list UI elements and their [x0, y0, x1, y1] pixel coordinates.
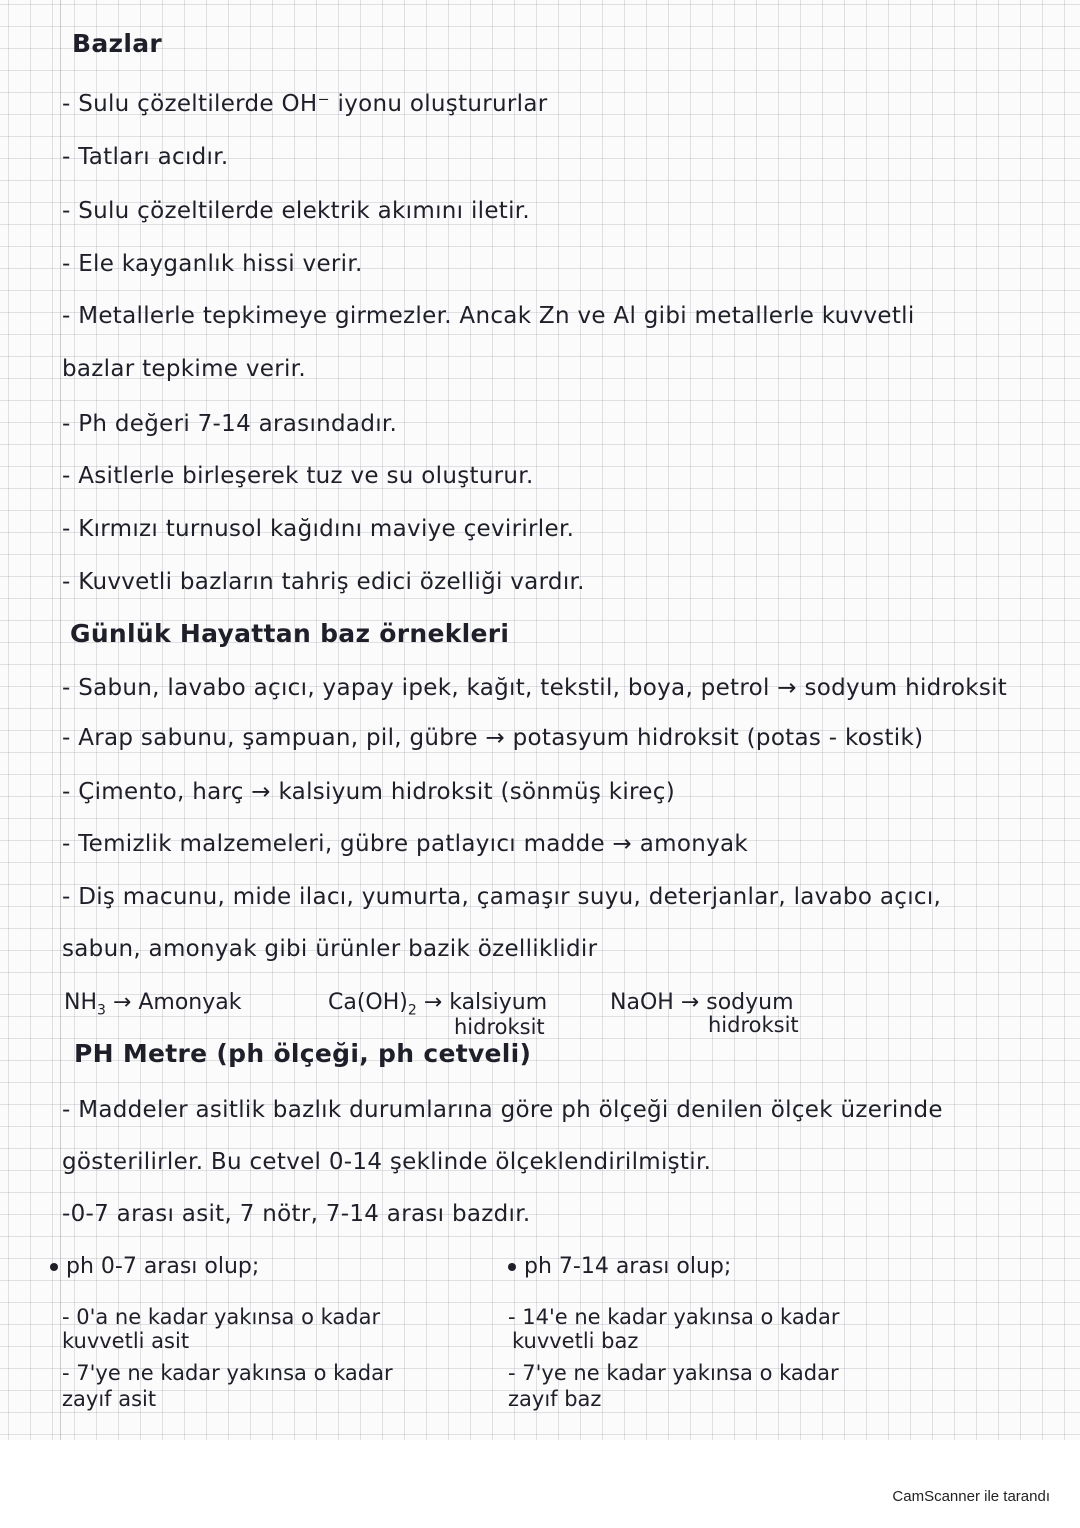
- property-line-4: - Ele kayganlık hissi verir.: [62, 251, 363, 277]
- ph-line-3: -0-7 arası asit, 7 nötr, 7-14 arası bazdır.: [62, 1201, 531, 1227]
- example-line-6: sabun, amonyak gibi ürünler bazik özelliklidir: [62, 936, 598, 962]
- property-line-9: - Kırmızı turnusol kağıdını maviye çevirirler.: [62, 516, 575, 542]
- property-line-7: - Ph değeri 7-14 arasındadır.: [62, 411, 398, 437]
- margin-line: [60, 0, 61, 1440]
- property-line-2: - Tatları acıdır.: [62, 144, 229, 170]
- base-line-3: - 7'ye ne kadar yakınsa o kadar: [508, 1361, 839, 1385]
- formula-sodium-hydroxide-name: hidroksit: [708, 1013, 799, 1037]
- base-line-1: - 14'e ne kadar yakınsa o kadar: [508, 1305, 840, 1329]
- example-line-3: - Çimento, harç → kalsiyum hidroksit (sönmüş kireç): [62, 779, 675, 805]
- page-title: Bazlar: [72, 29, 163, 58]
- ph-line-2: gösterilirler. Bu cetvel 0-14 şeklinde ölçeklendirilmiştir.: [62, 1149, 712, 1175]
- property-line-8: - Asitlerle birleşerek tuz ve su oluşturur.: [62, 463, 534, 489]
- example-line-1: - Sabun, lavabo açıcı, yapay ipek, kağıt, tekstil, boya, petrol → sodyum hidroksit: [62, 675, 1008, 701]
- formula-sodium-hydroxide: NaOH → sodyum: [610, 990, 794, 1015]
- property-line-5: - Metallerle tepkimeye girmezler. Ancak Zn ve Al gibi metallerle kuvvetli: [62, 303, 915, 329]
- base-column-title: ph 7-14 arası olup;: [508, 1254, 731, 1280]
- property-line-10: - Kuvvetli bazların tahriş edici özelliği vardır.: [62, 569, 585, 595]
- acid-line-4: zayıf asit: [62, 1387, 157, 1411]
- bullet-dot-icon: [508, 1263, 516, 1271]
- base-line-4: zayıf baz: [508, 1387, 602, 1411]
- example-line-4: - Temizlik malzemeleri, gübre patlayıcı madde → amonyak: [62, 831, 749, 857]
- formula-calcium-hydroxide-name: hidroksit: [454, 1015, 545, 1039]
- example-line-2: - Arap sabunu, şampuan, pil, gübre → potasyum hidroksit (potas - kostik): [62, 725, 924, 751]
- example-line-5: - Diş macunu, mide ilacı, yumurta, çamaşır suyu, deterjanlar, lavabo açıcı,: [62, 884, 942, 910]
- formula-ammonia: $NH_3$ → Amonyak: [64, 990, 242, 1019]
- ph-line-1: - Maddeler asitlik bazlık durumlarına göre ph ölçeği denilen ölçek üzerinde: [62, 1097, 943, 1123]
- acid-line-1: - 0'a ne kadar yakınsa o kadar: [62, 1305, 381, 1329]
- acid-line-3: - 7'ye ne kadar yakınsa o kadar: [62, 1361, 393, 1385]
- acid-line-2: kuvvetli asit: [62, 1329, 190, 1353]
- acid-column-title: ph 0-7 arası olup;: [50, 1254, 259, 1280]
- base-line-2: kuvvetli baz: [512, 1329, 639, 1353]
- property-line-1: - Sulu çözeltilerde OH⁻ iyonu oluştururlar: [62, 91, 548, 117]
- scan-bottom-area: [0, 1440, 1080, 1528]
- property-line-6: bazlar tepkime verir.: [62, 356, 306, 382]
- bullet-dot-icon: [50, 1263, 58, 1271]
- examples-heading: Günlük Hayattan baz örnekleri: [70, 619, 510, 648]
- scanner-watermark: CamScanner ile tarandı: [892, 1488, 1050, 1505]
- ph-heading: PH Metre (ph ölçeği, ph cetveli): [74, 1039, 532, 1068]
- property-line-3: - Sulu çözeltilerde elektrik akımını iletir.: [62, 198, 531, 224]
- formula-calcium-hydroxide: $Ca(OH)_2$ → kalsiyum: [328, 990, 548, 1019]
